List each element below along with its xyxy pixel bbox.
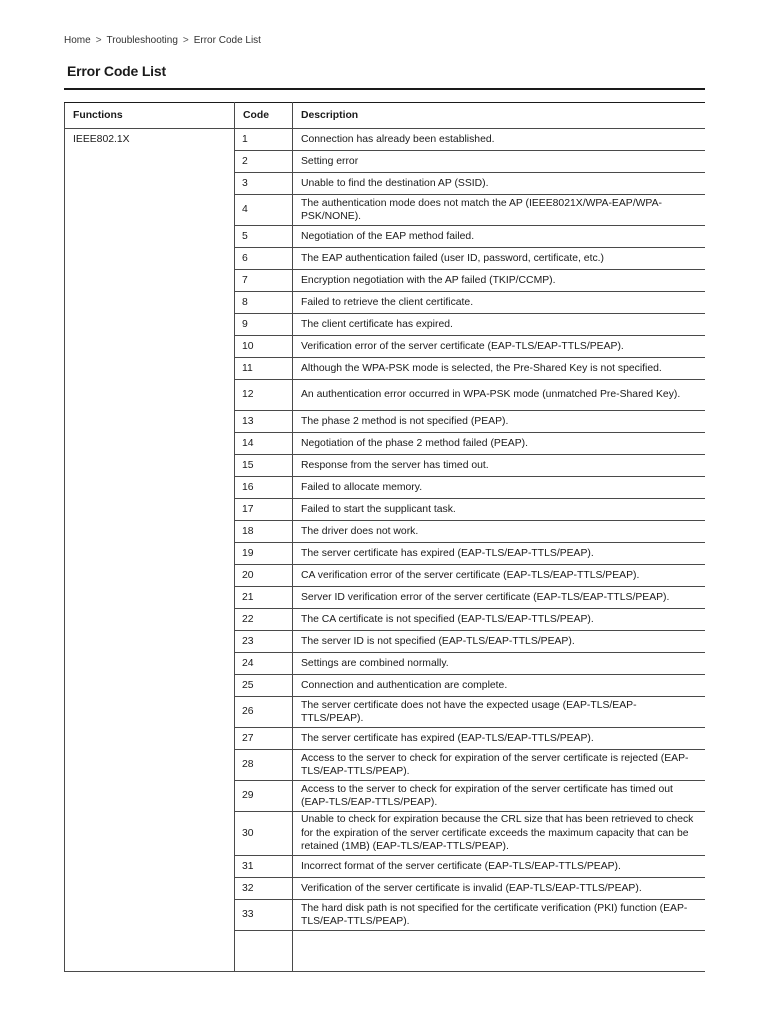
code-cell: 32 (235, 878, 293, 900)
code-cell: 2 (235, 151, 293, 173)
description-cell: The server certificate does not have the expected usage (EAP-TLS/EAP-TTLS/PEAP). (293, 697, 706, 728)
description-cell: The phase 2 method is not specified (PEAP). (293, 411, 706, 433)
code-cell (235, 931, 293, 972)
description-cell: Encryption negotiation with the AP failed (TKIP/CCMP). (293, 270, 706, 292)
description-cell: Response from the server has timed out. (293, 455, 706, 477)
description-cell: CA verification error of the server certificate (EAP-TLS/EAP-TTLS/PEAP). (293, 565, 706, 587)
header-code: Code (235, 103, 293, 129)
code-cell: 20 (235, 565, 293, 587)
breadcrumb-separator: > (95, 35, 102, 46)
error-code-table (64, 102, 705, 972)
code-cell: 5 (235, 226, 293, 248)
code-cell: 17 (235, 499, 293, 521)
description-cell: The CA certificate is not specified (EAP-TLS/EAP-TTLS/PEAP). (293, 609, 706, 631)
title-divider (64, 88, 705, 90)
code-cell: 12 (235, 380, 293, 411)
description-cell: Although the WPA-PSK mode is selected, the Pre-Shared Key is not specified. (293, 358, 706, 380)
description-cell: Connection has already been established. (293, 129, 706, 151)
description-cell: Incorrect format of the server certificate (EAP-TLS/EAP-TTLS/PEAP). (293, 856, 706, 878)
description-cell: Settings are combined normally. (293, 653, 706, 675)
code-cell: 15 (235, 455, 293, 477)
breadcrumb-current: Error Code List (193, 35, 261, 46)
code-cell: 3 (235, 173, 293, 195)
description-cell: Verification error of the server certificate (EAP-TLS/EAP-TTLS/PEAP). (293, 336, 706, 358)
description-cell: Failed to retrieve the client certificate. (293, 292, 706, 314)
breadcrumb-troubleshooting-link[interactable]: Troubleshooting (106, 35, 178, 46)
description-cell: Unable to check for expiration because the CRL size that has been retrieved to check for the expiration of the server certificate exceeds the maximum capacity that can be retained (1MB) (EAP-TLS/EAP-TTLS/PEAP). (293, 812, 706, 856)
description-cell: Unable to find the destination AP (SSID). (293, 173, 706, 195)
code-cell: 7 (235, 270, 293, 292)
header-functions: Functions (65, 103, 235, 129)
code-cell: 18 (235, 521, 293, 543)
table-header-row (65, 103, 706, 129)
code-cell: 4 (235, 195, 293, 226)
code-cell: 11 (235, 358, 293, 380)
description-cell: An authentication error occurred in WPA-PSK mode (unmatched Pre-Shared Key). (293, 380, 706, 411)
code-cell: 22 (235, 609, 293, 631)
code-cell: 14 (235, 433, 293, 455)
description-cell: Verification of the server certificate is invalid (EAP-TLS/EAP-TTLS/PEAP). (293, 878, 706, 900)
code-cell: 10 (235, 336, 293, 358)
table-body (65, 129, 706, 972)
code-cell: 21 (235, 587, 293, 609)
description-cell: Setting error (293, 151, 706, 173)
code-cell: 13 (235, 411, 293, 433)
description-cell: The driver does not work. (293, 521, 706, 543)
error-code-table-container (64, 102, 705, 1024)
code-cell: 24 (235, 653, 293, 675)
breadcrumb (64, 35, 261, 46)
description-cell: The server certificate has expired (EAP-TLS/EAP-TTLS/PEAP). (293, 728, 706, 750)
description-cell: Access to the server to check for expiration of the server certificate has timed out (EAP-TLS/EAP-TTLS/PEAP). (293, 781, 706, 812)
page-title: Error Code List (67, 63, 166, 79)
code-cell: 23 (235, 631, 293, 653)
description-cell (293, 931, 706, 972)
description-cell: Access to the server to check for expiration of the server certificate is rejected (EAP-TLS/EAP-TTLS/PEAP). (293, 750, 706, 781)
table-row (65, 129, 706, 151)
code-cell: 31 (235, 856, 293, 878)
code-cell: 19 (235, 543, 293, 565)
description-cell: Failed to allocate memory. (293, 477, 706, 499)
header-description: Description (293, 103, 706, 129)
function-cell: IEEE802.1X (65, 129, 235, 972)
code-cell: 33 (235, 900, 293, 931)
code-cell: 25 (235, 675, 293, 697)
breadcrumb-home-link[interactable]: Home (64, 35, 91, 46)
code-cell: 27 (235, 728, 293, 750)
description-cell: The client certificate has expired. (293, 314, 706, 336)
description-cell: The server certificate has expired (EAP-TLS/EAP-TTLS/PEAP). (293, 543, 706, 565)
code-cell: 26 (235, 697, 293, 728)
code-cell: 1 (235, 129, 293, 151)
description-cell: The server ID is not specified (EAP-TLS/EAP-TTLS/PEAP). (293, 631, 706, 653)
description-cell: The EAP authentication failed (user ID, password, certificate, etc.) (293, 248, 706, 270)
description-cell: Negotiation of the phase 2 method failed (PEAP). (293, 433, 706, 455)
description-cell: Server ID verification error of the server certificate (EAP-TLS/EAP-TTLS/PEAP). (293, 587, 706, 609)
description-cell: The hard disk path is not specified for the certificate verification (PKI) function (EAP-TLS/EAP-TTLS/PEAP). (293, 900, 706, 931)
code-cell: 28 (235, 750, 293, 781)
code-cell: 30 (235, 812, 293, 856)
breadcrumb-separator: > (182, 35, 189, 46)
description-cell: Failed to start the supplicant task. (293, 499, 706, 521)
code-cell: 9 (235, 314, 293, 336)
description-cell: Connection and authentication are complete. (293, 675, 706, 697)
code-cell: 8 (235, 292, 293, 314)
description-cell: The authentication mode does not match the AP (IEEE8021X/WPA-EAP/WPA-PSK/NONE). (293, 195, 706, 226)
code-cell: 6 (235, 248, 293, 270)
description-cell: Negotiation of the EAP method failed. (293, 226, 706, 248)
code-cell: 29 (235, 781, 293, 812)
code-cell: 16 (235, 477, 293, 499)
